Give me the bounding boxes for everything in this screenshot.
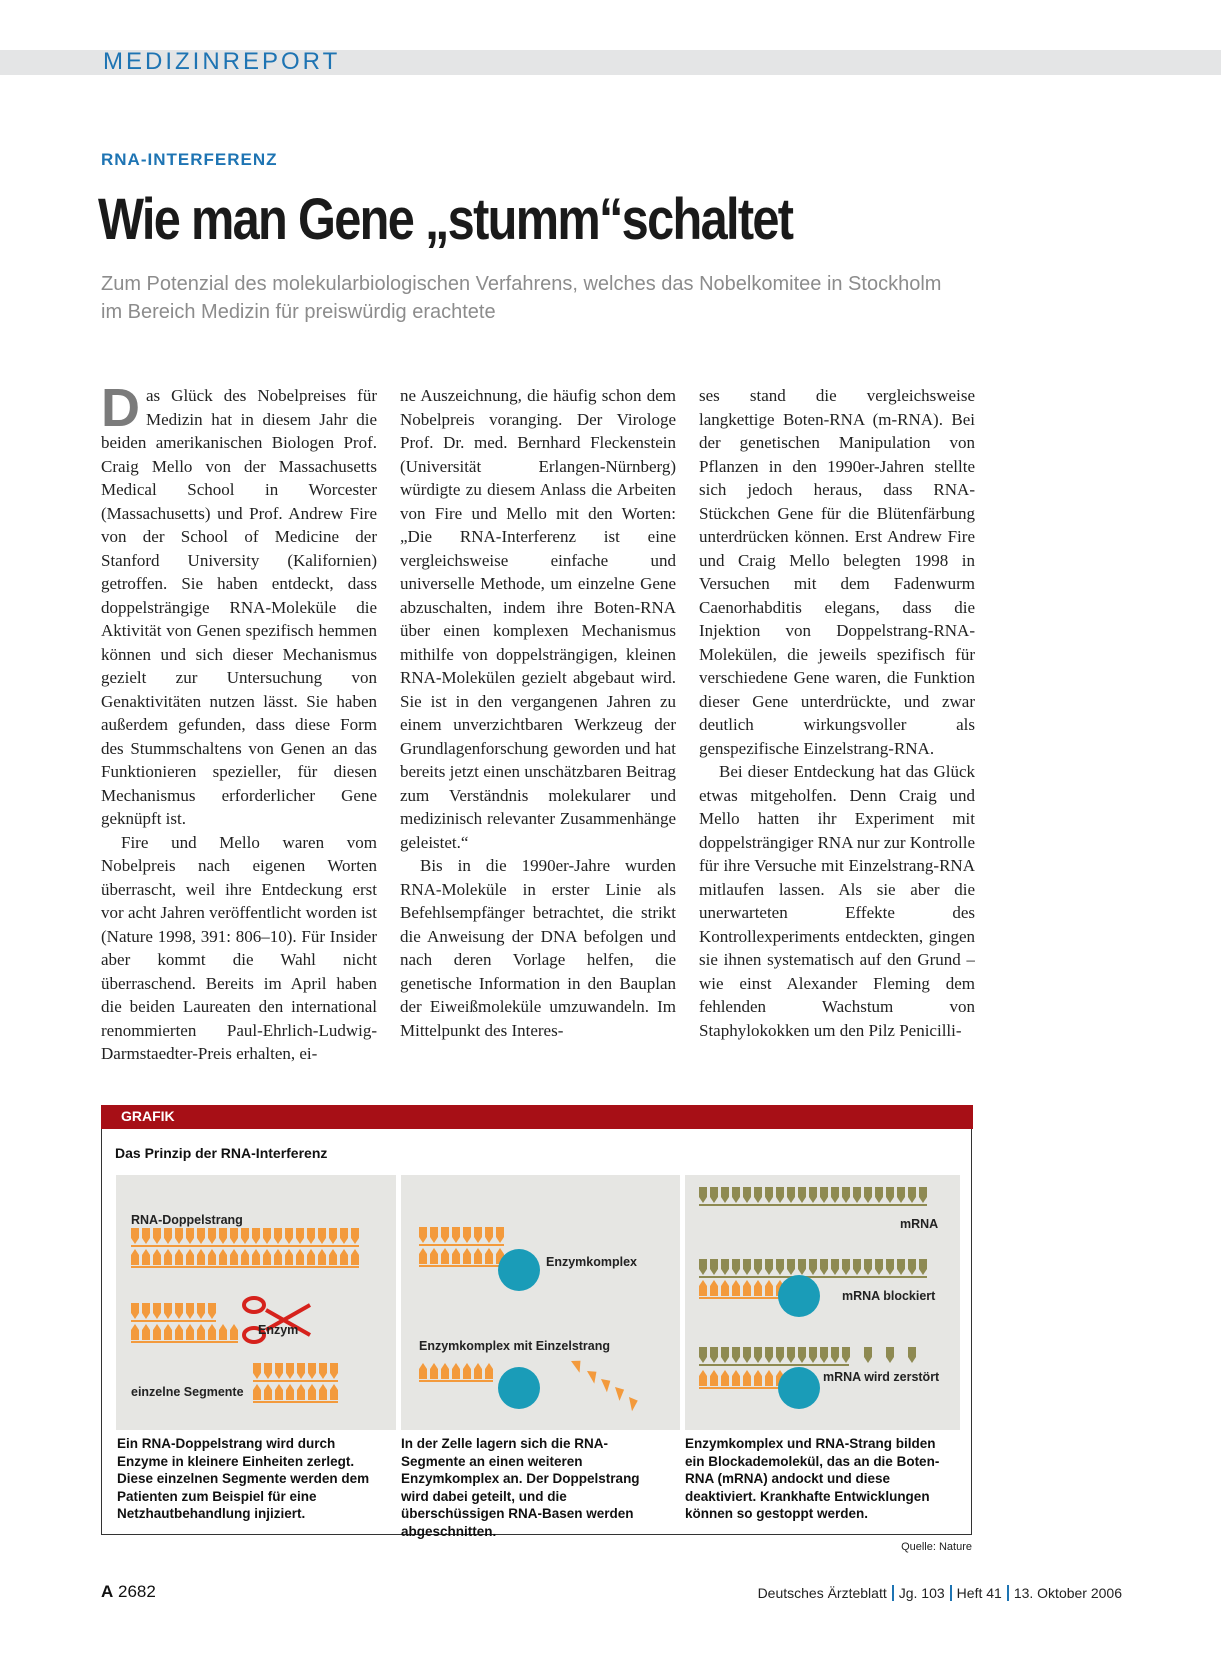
section-header-bar <box>0 50 1221 75</box>
diagram-panel-mrna-block <box>685 1175 960 1430</box>
journal-name: Deutsches Ärzteblatt <box>757 1585 887 1601</box>
label-mrna-destroyed: mRNA wird zerstört <box>823 1370 940 1384</box>
diagram-panel-enzyme-complex <box>401 1175 680 1430</box>
cut-rna-bases <box>571 1358 638 1412</box>
label-enzyme: Enzym <box>258 1323 299 1337</box>
infographic-header-bar <box>101 1105 973 1129</box>
drop-cap: D <box>101 384 140 438</box>
rna-single-strand <box>419 1363 493 1382</box>
article-column-3 <box>699 384 975 1069</box>
paragraph-text: as Glück des Nobelpreises für Medizin hat in diesem Jahr die beiden amerikanischen Biologen Prof. Craig Mello von der Massachusetts Medical School in Worcester (Massachusetts) und Prof. Andrew Fire von der School of Medicine der Stanford University (Kalifornien) getroffen. Sie haben entdeckt, dass doppelsträngige RNA-Moleküle die Aktivität von Genen spezifisch hemmen können und sich dieser Mechanismus gezielt zur Untersuchung von Genaktivitäten nutzen lässt. Sie haben außerdem gefunden, dass diese Form des Stummschaltens von Genen an das Funktionieren spezieller, für diesen Mechanismus erforderlicher Gene geknüpft ist. <box>101 386 377 828</box>
caption-step-3: Enzymkomplex und RNA-Strang bilden ein Blockademolekül, das an die Boten-RNA (mRNA) andockt und diese deaktiviert. Krankhafte Entwicklungen können so gestoppt werden. <box>685 1436 940 1521</box>
label-enzyme-complex-single-strand: Enzymkomplex mit Einzelstrang <box>419 1339 611 1353</box>
enzyme-complex-diagram <box>401 1175 680 1430</box>
infographic-label: GRAFIK <box>121 1108 175 1124</box>
journal-date: 13. Oktober 2006 <box>1013 1585 1122 1601</box>
divider <box>892 1585 894 1601</box>
article-column-2 <box>400 384 676 1069</box>
paragraph: Fire und Mello waren vom Nobelpreis nach eigenen Worten überrascht, weil ihre Entdeckung erst vor acht Jahren veröffentlicht worden ist (Nature 1998, 391: 806–10). Für Insider aber kommt die Wahl nicht überraschend. Bereits im April haben die beiden Laureaten den international renommierten Paul-Ehrlich-Ludwig-Darmstaedter-Preis erhalten, ei- <box>101 832 377 1063</box>
page-prefix: A <box>101 1582 114 1601</box>
enzyme-complex-circle <box>498 1367 540 1409</box>
section-title: MEDIZINREPORT <box>103 48 341 75</box>
article-column-1 <box>101 384 377 1069</box>
caption-step-2: In der Zelle lagern sich die RNA-Segmente an einen weiteren Enzymkomplex an. Der Doppelstrang wird dabei geteilt, und die überschüssigen RNA-Basen werden abgeschnitten. <box>401 1436 640 1539</box>
journal-info <box>758 1585 1122 1601</box>
label-enzyme-complex: Enzymkomplex <box>546 1255 638 1269</box>
mrna-strand <box>699 1187 927 1206</box>
label-rna-double-strand: RNA-Doppelstrang <box>131 1213 243 1227</box>
paragraph: ses stand die vergleichsweise langkettige Boten-RNA (m-RNA). Bei der genetischen Manipulation von Pflanzen in den 1990er-Jahren stellte sich jedoch heraus, dass RNA-Stückchen Gene für die Blütenfärbung unterdrücken können. Erst Andrew Fire und Craig Mello belegten 1998 in Versuchen mit dem Fadenwurm Caenorhabditis elegans, dass die Injektion von Doppelstrang-RNA-Molekülen, die jeweils spezifisch für verschiedene Gene waren, die Funktion dieser Gene unterdrückte, und zwar deutlich wirkungsvoller als genspezifische Einzelstrang-RNA. <box>699 386 975 758</box>
infographic-box <box>101 1105 972 1539</box>
rna-double-strand <box>131 1228 359 1268</box>
rna-fragment-left <box>131 1303 238 1343</box>
rna-single-segment <box>253 1363 338 1403</box>
page-number-value: 2682 <box>118 1582 156 1601</box>
label-mrna: mRNA <box>900 1217 939 1231</box>
label-mrna-blocked: mRNA blockiert <box>842 1289 936 1303</box>
journal-volume: Jg. 103 <box>898 1585 945 1601</box>
infographic-title: Das Prinzip der RNA-Interferenz <box>115 1145 328 1161</box>
divider <box>950 1585 952 1601</box>
source-note: Quelle: Nature <box>901 1541 972 1553</box>
diagram-panel-cleavage <box>116 1175 396 1430</box>
article-kicker: RNA-INTERFERENZ <box>101 150 278 169</box>
label-single-segments: einzelne Segmente <box>131 1385 244 1399</box>
paragraph: ne Auszeichnung, die häufig schon dem Nobelpreis voranging. Der Virologe Prof. Dr. med. Bernhard Fleckenstein (Universität Erlangen-Nürnberg) würdigte zu diesem Anlass die Arbeiten von Fire und Mello mit den Worten: „Die RNA-Interferenz ist eine vergleichsweise einfache und universelle Methode, um einzelne Gene abzuschalten, indem ihre Boten-RNA über einen komplexen Mechanismus mithilfe von doppelsträngigen, kleinen RNA-Molekülen gezielt abgebaut wird. Sie ist in den vergangenen Jahren zu einem unverzichtbaren Werkzeug der Grundlagenforschung geworden und hat bereits jetzt einen unschätzbaren Beitrag zum Verständnis molekularer und medizinisch relevanter Zusammenhänge geleistet.“ <box>400 386 676 852</box>
enzyme-complex-circle <box>778 1275 820 1317</box>
rna-double-segment <box>419 1227 504 1267</box>
page-number <box>101 1582 156 1602</box>
enzyme-complex-circle <box>778 1367 820 1409</box>
divider <box>1007 1585 1009 1601</box>
caption-step-1: Ein RNA-Doppelstrang wird durch Enzyme in kleinere Einheiten zerlegt. Diese einzelnen Segmente werden dem Patienten zum Beispiel für eine Netzhautbehandlung injiziert. <box>117 1436 370 1521</box>
article-headline: Wie man Gene „stumm“schaltet <box>98 187 793 252</box>
paragraph <box>101 384 377 831</box>
article-subtitle: Zum Potenzial des molekularbiologischen Verfahrens, welches das Nobelkomitee in Stockholm im Bereich Medizin für preiswürdig erachtete <box>101 273 942 323</box>
paragraph: Bei dieser Entdeckung hat das Glück etwas mitgeholfen. Denn Craig und Mello hatten ihr Experiment mit doppelsträngiger RNA nur zur Kontrolle für ihre Versuche mit Einzelstrang-RNA mitlaufen lassen. Als sie aber die unerwarteten Effekte des Kontrollexperiments entdeckten, gingen sie ihnen systematisch auf den Grund – wie einst Alexander Fleming dem fehlenden Wachstum von Staphylokokken um den Pilz Penicilli- <box>699 762 975 1040</box>
journal-issue: Heft 41 <box>956 1585 1002 1601</box>
enzyme-complex-circle <box>498 1249 540 1291</box>
paragraph: Bis in die 1990er-Jahre wurden RNA-Moleküle in erster Linie als Befehlsempfänger betrachtet, die strikt die Anweisung der DNA befolgen und nach deren Vorlage helfen, die genetische Information in den Bauplan der Eiweißmoleküle umzuwandeln. Im Mittelpunkt des Interes- <box>400 856 676 1040</box>
